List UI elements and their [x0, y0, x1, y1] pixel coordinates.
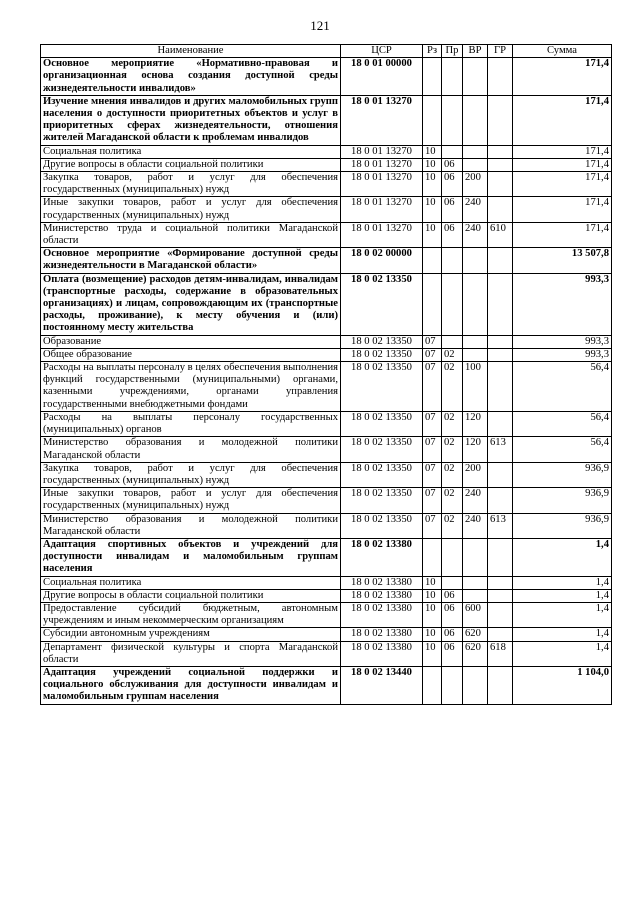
table-row	[41, 222, 612, 247]
table-row	[41, 488, 612, 513]
cell-gr	[488, 197, 513, 222]
cell-pr	[442, 576, 463, 589]
cell-rz	[423, 248, 442, 273]
cell-name: Оплата (возмещение) расходов детям-инвалидам, инвалидам (транспортные расходы, содержание в образовательных организациях) и лицам, сопровождающим их (транспортные расходы, проживание), к месту обучения и (или) постоянному месту жительства	[41, 273, 341, 335]
cell-csr: 18 0 02 13380	[341, 589, 423, 602]
cell-gr: 613	[488, 513, 513, 538]
table-row	[41, 58, 612, 96]
cell-csr: 18 0 01 13270	[341, 172, 423, 197]
cell-vr	[463, 538, 488, 576]
cell-rz: 07	[423, 462, 442, 487]
cell-vr: 240	[463, 488, 488, 513]
header-csr: ЦСР	[341, 45, 423, 58]
cell-gr	[488, 335, 513, 348]
cell-name: Иные закупки товаров, работ и услуг для обеспечения государственных (муниципальных) нужд	[41, 488, 341, 513]
cell-csr: 18 0 02 13350	[341, 335, 423, 348]
cell-sum: 1,4	[513, 576, 612, 589]
cell-vr: 120	[463, 437, 488, 462]
cell-csr: 18 0 01 13270	[341, 222, 423, 247]
cell-name: Предоставление субсидий бюджетным, автономным учреждениям и иным некоммерческим организациям	[41, 602, 341, 627]
cell-sum: 1 104,0	[513, 666, 612, 704]
table-row	[41, 513, 612, 538]
cell-csr: 18 0 02 13380	[341, 641, 423, 666]
cell-rz: 10	[423, 576, 442, 589]
cell-csr: 18 0 01 13270	[341, 158, 423, 171]
header-sum: Сумма	[513, 45, 612, 58]
cell-csr: 18 0 02 13350	[341, 437, 423, 462]
cell-gr	[488, 158, 513, 171]
cell-gr	[488, 589, 513, 602]
table-row	[41, 95, 612, 145]
cell-rz: 10	[423, 158, 442, 171]
cell-vr	[463, 273, 488, 335]
cell-pr: 06	[442, 172, 463, 197]
table-row	[41, 666, 612, 704]
table-row	[41, 602, 612, 627]
cell-pr: 06	[442, 197, 463, 222]
cell-csr: 18 0 02 13350	[341, 513, 423, 538]
cell-name: Изучение мнения инвалидов и других маломобильных групп населения о доступности приоритетных объектов и услуг в приоритетных сферах жизнедеятельности, отношения жителей Магаданской области к проблемам инвалидов	[41, 95, 341, 145]
cell-pr: 02	[442, 362, 463, 412]
table-row	[41, 589, 612, 602]
cell-pr: 06	[442, 158, 463, 171]
cell-pr	[442, 666, 463, 704]
cell-gr	[488, 488, 513, 513]
cell-rz: 07	[423, 411, 442, 436]
cell-sum: 1,4	[513, 641, 612, 666]
cell-csr: 18 0 02 13380	[341, 538, 423, 576]
cell-gr	[488, 602, 513, 627]
header-vr: ВР	[463, 45, 488, 58]
table-row	[41, 248, 612, 273]
cell-rz: 10	[423, 172, 442, 197]
cell-csr: 18 0 02 13380	[341, 628, 423, 641]
cell-pr	[442, 95, 463, 145]
cell-rz: 07	[423, 488, 442, 513]
cell-sum: 1,4	[513, 538, 612, 576]
cell-sum: 1,4	[513, 602, 612, 627]
cell-name: Министерство образования и молодежной политики Магаданской области	[41, 513, 341, 538]
cell-gr	[488, 145, 513, 158]
cell-rz: 10	[423, 589, 442, 602]
cell-sum: 56,4	[513, 437, 612, 462]
cell-rz: 10	[423, 145, 442, 158]
cell-sum: 993,3	[513, 335, 612, 348]
cell-sum: 936,9	[513, 488, 612, 513]
table-row	[41, 348, 612, 361]
cell-pr: 06	[442, 641, 463, 666]
cell-name: Закупка товаров, работ и услуг для обеспечения государственных (муниципальных) нужд	[41, 462, 341, 487]
cell-gr	[488, 273, 513, 335]
cell-sum: 171,4	[513, 197, 612, 222]
cell-sum: 171,4	[513, 158, 612, 171]
cell-name: Общее образование	[41, 348, 341, 361]
cell-rz	[423, 273, 442, 335]
cell-name: Расходы на выплаты персоналу в целях обеспечения выполнения функций государственными (муниципальными) органами, казенными учреждениями, органами управления государственными внебюджетными фондами	[41, 362, 341, 412]
cell-vr	[463, 95, 488, 145]
cell-vr: 600	[463, 602, 488, 627]
table-row	[41, 437, 612, 462]
cell-vr: 620	[463, 641, 488, 666]
cell-sum: 1,4	[513, 628, 612, 641]
cell-vr: 620	[463, 628, 488, 641]
table-row	[41, 538, 612, 576]
cell-gr	[488, 462, 513, 487]
cell-rz	[423, 95, 442, 145]
cell-sum: 171,4	[513, 222, 612, 247]
cell-pr: 06	[442, 602, 463, 627]
cell-name: Министерство труда и социальной политики Магаданской области	[41, 222, 341, 247]
cell-rz: 07	[423, 437, 442, 462]
cell-pr	[442, 273, 463, 335]
cell-sum: 1,4	[513, 589, 612, 602]
cell-csr: 18 0 02 13350	[341, 411, 423, 436]
cell-gr	[488, 538, 513, 576]
cell-vr	[463, 348, 488, 361]
cell-sum: 993,3	[513, 273, 612, 335]
cell-gr	[488, 362, 513, 412]
cell-vr	[463, 158, 488, 171]
cell-rz: 10	[423, 197, 442, 222]
cell-name: Расходы на выплаты персоналу государственных (муниципальных) органов	[41, 411, 341, 436]
cell-pr: 02	[442, 462, 463, 487]
cell-vr	[463, 589, 488, 602]
cell-name: Адаптация учреждений социальной поддержки и социального обслуживания для доступности инвалидам и маломобильным группам населения	[41, 666, 341, 704]
cell-vr: 100	[463, 362, 488, 412]
cell-sum: 13 507,8	[513, 248, 612, 273]
cell-name: Социальная политика	[41, 576, 341, 589]
cell-csr: 18 0 02 13350	[341, 273, 423, 335]
budget-table	[40, 44, 612, 705]
cell-vr	[463, 335, 488, 348]
cell-vr	[463, 145, 488, 158]
cell-rz: 10	[423, 222, 442, 247]
cell-sum: 936,9	[513, 513, 612, 538]
cell-gr	[488, 348, 513, 361]
cell-rz: 07	[423, 513, 442, 538]
cell-name: Департамент физической культуры и спорта Магаданской области	[41, 641, 341, 666]
cell-pr	[442, 58, 463, 96]
table-row	[41, 273, 612, 335]
table-row	[41, 172, 612, 197]
cell-rz: 07	[423, 348, 442, 361]
table-row	[41, 158, 612, 171]
cell-name: Образование	[41, 335, 341, 348]
cell-csr: 18 0 01 13270	[341, 197, 423, 222]
table-row	[41, 411, 612, 436]
cell-name: Основное мероприятие «Нормативно-правовая и организационная основа создания доступной среды жизнедеятельности инвалидов»	[41, 58, 341, 96]
table-row	[41, 628, 612, 641]
cell-sum: 171,4	[513, 95, 612, 145]
cell-name: Основное мероприятие «Формирование доступной среды жизнедеятельности в Магаданской области»	[41, 248, 341, 273]
cell-rz	[423, 538, 442, 576]
cell-gr	[488, 95, 513, 145]
table-row	[41, 145, 612, 158]
cell-pr	[442, 248, 463, 273]
cell-vr	[463, 248, 488, 273]
cell-pr: 02	[442, 348, 463, 361]
cell-rz: 10	[423, 602, 442, 627]
cell-name: Другие вопросы в области социальной политики	[41, 589, 341, 602]
cell-name: Социальная политика	[41, 145, 341, 158]
cell-vr	[463, 58, 488, 96]
cell-pr	[442, 145, 463, 158]
cell-csr: 18 0 02 13350	[341, 362, 423, 412]
header-gr: ГР	[488, 45, 513, 58]
cell-name: Субсидии автономным учреждениям	[41, 628, 341, 641]
table-body	[41, 58, 612, 704]
table-header-row	[41, 45, 612, 58]
cell-pr: 06	[442, 589, 463, 602]
table-row	[41, 335, 612, 348]
cell-vr: 240	[463, 197, 488, 222]
cell-pr	[442, 335, 463, 348]
cell-pr: 02	[442, 513, 463, 538]
cell-pr: 06	[442, 222, 463, 247]
cell-csr: 18 0 02 00000	[341, 248, 423, 273]
cell-name: Адаптация спортивных объектов и учреждений для доступности инвалидам и маломобильным группам населения	[41, 538, 341, 576]
cell-csr: 18 0 01 00000	[341, 58, 423, 96]
cell-csr: 18 0 02 13380	[341, 576, 423, 589]
cell-rz	[423, 666, 442, 704]
cell-name: Другие вопросы в области социальной политики	[41, 158, 341, 171]
cell-pr: 06	[442, 628, 463, 641]
cell-gr	[488, 411, 513, 436]
cell-name: Иные закупки товаров, работ и услуг для обеспечения государственных (муниципальных) нужд	[41, 197, 341, 222]
cell-gr	[488, 628, 513, 641]
cell-rz: 07	[423, 335, 442, 348]
cell-sum: 56,4	[513, 411, 612, 436]
table-row	[41, 641, 612, 666]
cell-csr: 18 0 02 13350	[341, 462, 423, 487]
cell-name: Министерство образования и молодежной политики Магаданской области	[41, 437, 341, 462]
cell-vr: 200	[463, 462, 488, 487]
cell-rz	[423, 58, 442, 96]
header-rz: Рз	[423, 45, 442, 58]
table-row	[41, 197, 612, 222]
header-name: Наименование	[41, 45, 341, 58]
cell-pr: 02	[442, 437, 463, 462]
cell-vr	[463, 666, 488, 704]
cell-vr	[463, 576, 488, 589]
cell-sum: 993,3	[513, 348, 612, 361]
cell-vr: 240	[463, 513, 488, 538]
cell-csr: 18 0 02 13350	[341, 488, 423, 513]
cell-sum: 171,4	[513, 145, 612, 158]
cell-sum: 56,4	[513, 362, 612, 412]
table-row	[41, 576, 612, 589]
cell-name: Закупка товаров, работ и услуг для обеспечения государственных (муниципальных) нужд	[41, 172, 341, 197]
cell-csr: 18 0 01 13270	[341, 95, 423, 145]
cell-gr: 610	[488, 222, 513, 247]
cell-gr	[488, 58, 513, 96]
cell-csr: 18 0 02 13350	[341, 348, 423, 361]
cell-csr: 18 0 01 13270	[341, 145, 423, 158]
cell-pr: 02	[442, 488, 463, 513]
cell-pr: 02	[442, 411, 463, 436]
cell-gr	[488, 172, 513, 197]
cell-sum: 936,9	[513, 462, 612, 487]
cell-vr: 200	[463, 172, 488, 197]
cell-vr: 240	[463, 222, 488, 247]
cell-rz: 10	[423, 628, 442, 641]
cell-rz: 07	[423, 362, 442, 412]
header-pr: Пр	[442, 45, 463, 58]
page-number: 121	[310, 18, 330, 33]
cell-csr: 18 0 02 13380	[341, 602, 423, 627]
cell-sum: 171,4	[513, 58, 612, 96]
table-row	[41, 462, 612, 487]
cell-csr: 18 0 02 13440	[341, 666, 423, 704]
cell-gr	[488, 576, 513, 589]
cell-pr	[442, 538, 463, 576]
table-row	[41, 362, 612, 412]
cell-rz: 10	[423, 641, 442, 666]
cell-vr: 120	[463, 411, 488, 436]
cell-gr: 618	[488, 641, 513, 666]
cell-sum: 171,4	[513, 172, 612, 197]
cell-gr	[488, 248, 513, 273]
cell-gr: 613	[488, 437, 513, 462]
cell-gr	[488, 666, 513, 704]
